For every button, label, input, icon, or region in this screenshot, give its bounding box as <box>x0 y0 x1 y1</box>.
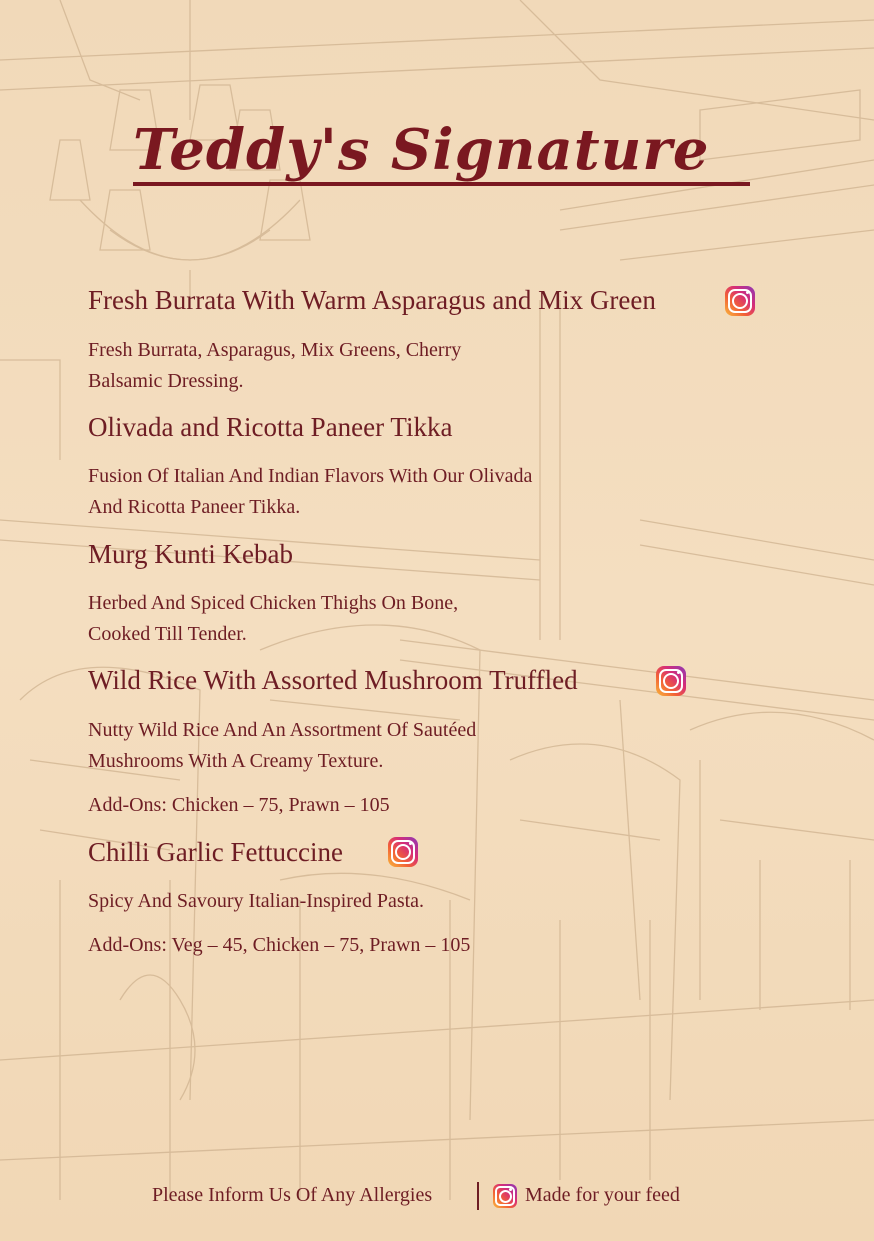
page-title: Teddy's Signature <box>133 118 750 186</box>
dish-description-line: Cooked Till Tender. <box>88 623 247 645</box>
feed-note: Made for your feed <box>525 1184 680 1206</box>
dish-name: Wild Rice With Assorted Mushroom Truffled <box>88 665 578 695</box>
instagram-icon <box>656 666 686 696</box>
allergy-note: Please Inform Us Of Any Allergies <box>152 1184 433 1206</box>
dish-description-line: Herbed And Spiced Chicken Thighs On Bone, <box>88 592 459 614</box>
dish-name: Chilli Garlic Fettuccine <box>88 837 343 867</box>
dish-description-line: Fusion Of Italian And Indian Flavors With Our Olivada <box>88 465 533 487</box>
footer <box>0 1180 874 1212</box>
dish-name: Murg Kunti Kebab <box>88 539 293 569</box>
dish-description-line: And Ricotta Paneer Tikka. <box>88 496 301 518</box>
dish-description-line: Balsamic Dressing. <box>88 370 244 392</box>
instagram-icon <box>725 286 755 316</box>
instagram-icon <box>493 1184 517 1208</box>
footer-divider <box>477 1182 479 1210</box>
instagram-icon <box>388 837 418 867</box>
dish-description-line: Mushrooms With A Creamy Texture. <box>88 750 384 772</box>
dish-addons: Add-Ons: Veg – 45, Chicken – 75, Prawn – 105 <box>88 934 471 956</box>
dish-description-line: Fresh Burrata, Asparagus, Mix Greens, Cherry <box>88 339 462 361</box>
dish-addons: Add-Ons: Chicken – 75, Prawn – 105 <box>88 794 390 816</box>
dish-name: Fresh Burrata With Warm Asparagus and Mix Green <box>88 285 656 315</box>
dish-description-line: Spicy And Savoury Italian-Inspired Pasta. <box>88 890 425 912</box>
dish-name: Olivada and Ricotta Paneer Tikka <box>88 412 453 442</box>
dish-description-line: Nutty Wild Rice And An Assortment Of Sautéed <box>88 719 477 741</box>
